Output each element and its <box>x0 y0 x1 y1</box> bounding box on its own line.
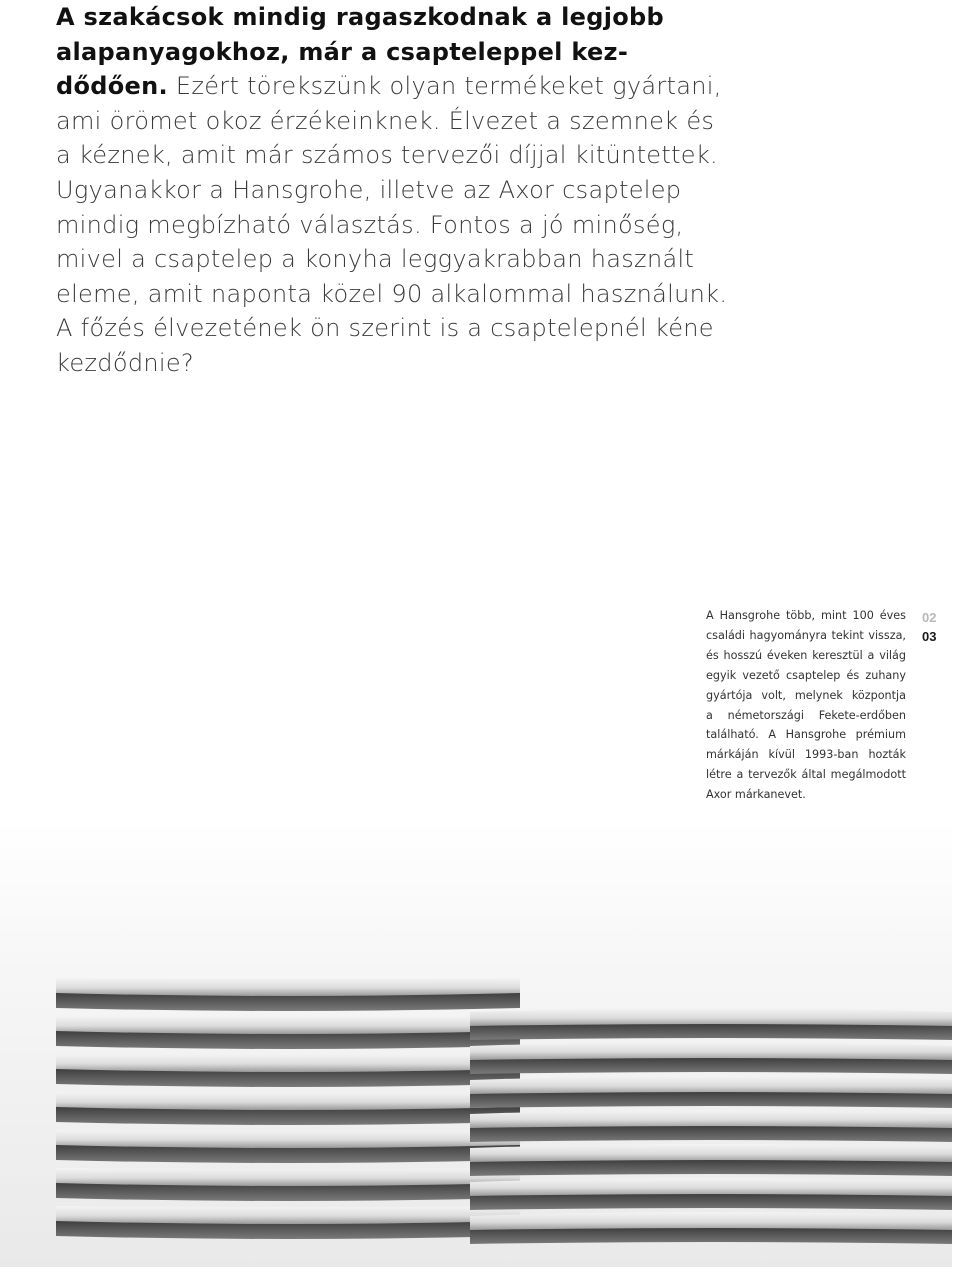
right-plate <box>470 1008 952 1040</box>
sidebar-line: egyik vezető csaptelep és zuhany <box>706 668 906 682</box>
left-plate <box>56 1130 520 1163</box>
previous-page-number: 02 <box>922 610 937 625</box>
sidebar-line: márkáján kívül 1993-ban hozták <box>706 748 906 762</box>
right-plate <box>470 1212 952 1244</box>
right-plate <box>470 1178 952 1210</box>
left-plate <box>56 978 520 1011</box>
right-plate <box>470 1076 952 1108</box>
right-plate <box>470 1042 952 1074</box>
stacked-plates-photo <box>0 820 960 1267</box>
sidebar-line: a németországi Fekete-erdőben <box>706 708 906 722</box>
sidebar-line: Axor márkanevet. <box>706 788 806 802</box>
intro-line: A szakácsok mindig ragaszkodnak a legjobb <box>56 3 664 31</box>
sidebar-line: gyártója volt, melynek központja <box>706 688 906 702</box>
intro-line: A főzés élvezetének ön szerint is a csaptelepnél kéne <box>56 314 714 343</box>
intro-line: alapanyagokhoz, már a csapteleppel kez- <box>56 37 629 66</box>
right-plate <box>470 1110 952 1142</box>
sidebar-line: A Hansgrohe több, mint 100 éves <box>706 609 906 622</box>
left-plate <box>56 1168 520 1201</box>
sidebar-line: és hosszú éveken keresztül a világ <box>706 648 906 662</box>
current-page-number: 03 <box>922 629 937 644</box>
intro-line: dődően. Ezért törekszünk olyan termékeket gyártani, <box>56 72 722 101</box>
sidebar-line: létre a tervezők által megálmodott <box>706 768 906 782</box>
intro-line: eleme, amit naponta közel 90 alkalommal használunk. <box>56 279 728 308</box>
intro-line: mivel a csaptelep a konyha leggyakrabban használt <box>56 245 695 274</box>
left-plate <box>56 1016 520 1049</box>
intro-paragraph <box>56 0 916 381</box>
left-plate <box>56 1206 520 1239</box>
page-numbers <box>922 608 952 646</box>
sidebar-line: családi hagyományra tekint vissza, <box>706 628 906 642</box>
intro-line: mindig megbízható választás. Fontos a jó minőség, <box>56 210 684 239</box>
sidebar-line: található. A Hansgrohe prémium <box>706 728 906 742</box>
sidebar-paragraph <box>706 606 906 805</box>
intro-line: Ugyanakkor a Hansgrohe, illetve az Axor csaptelep <box>56 175 682 204</box>
right-plate <box>470 1144 952 1176</box>
intro-line: kezdődnie? <box>56 348 194 377</box>
left-plate <box>56 1092 520 1125</box>
intro-line: a kéznek, amit már számos tervezői díjjal kitüntettek. <box>56 141 718 170</box>
intro-line: ami örömet okoz érzékeinknek. Élvezet a szemnek és <box>56 106 715 135</box>
left-plate <box>56 1054 520 1087</box>
